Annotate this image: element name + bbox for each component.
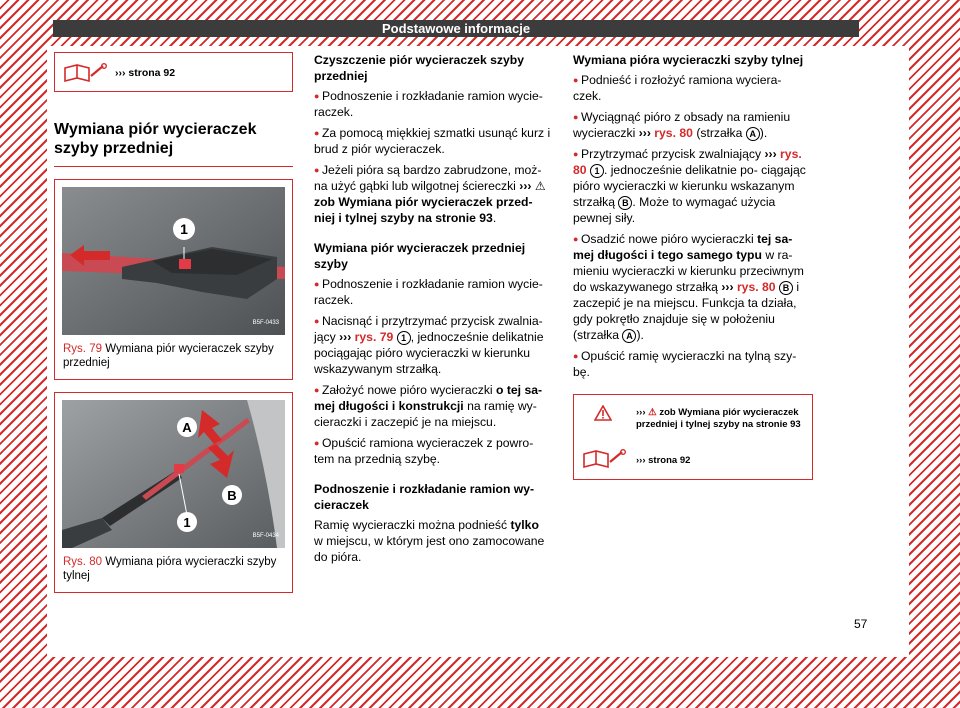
bullet-text: w ra- mieniu wycieraczki w kierunku przeciwnym do wskazywanego strzałką (573, 248, 804, 294)
bullet-text: Wyciągnąć pióro z obsady na ramieniu wycieraczki (573, 110, 791, 140)
callout-marker: A (622, 329, 636, 343)
figure-80 (54, 392, 293, 593)
figure-code: B5F-0434 (252, 533, 279, 539)
bullet-text: Podnoszenie i rozkładanie ramion wycie- raczek. (314, 89, 543, 119)
warning-icon: ⚠ (648, 407, 657, 418)
bullet-item (573, 109, 813, 141)
bullet-text: . Może to wymagać użycia pewnej siły. (573, 195, 776, 225)
arrow-glyph: ››› (636, 407, 646, 418)
bullet-item: ● Jeżeli pióra są bardzo zabrudzone, moż- na użyć gąbki lub wilgotnej ściereczki ››› ⚠ zob Wymiana piór wycieraczek przed- niej i tylnej szyby na stronie 93. (314, 162, 551, 226)
warning-icon: ⚠ (534, 179, 546, 193)
callout-a: A (182, 420, 192, 435)
right-column (573, 52, 813, 480)
bullet-text: Opuścić ramiona wycieraczek z powro- tem na przednią szybę. (314, 436, 534, 466)
heading-cleaning: Czyszczenie piór wycieraczek szyby przedniej (314, 53, 525, 83)
left-column (54, 52, 293, 593)
book-icon (63, 62, 107, 84)
figure-80-image (62, 400, 285, 548)
bullet-text: i zaczepić je na miejscu. Funkcja ta działa, gdy pokrętło znajduje się w położeniu (strzałka (573, 280, 800, 342)
bullet-item (314, 276, 551, 308)
emphasis-text: tylko (510, 518, 539, 532)
figure-79-caption (55, 342, 292, 379)
spacer (314, 472, 551, 481)
bullet-item (573, 72, 813, 104)
heading-raising: Podnoszenie i rozkładanie ramion wy- cieraczek (314, 482, 535, 512)
bullet-item (314, 88, 551, 120)
section-header: Podstawowe informacje (53, 20, 859, 37)
heading-rear-replace: Wymiana pióra wycieraczki szyby tylnej (573, 53, 804, 67)
warning-reference-text[interactable]: zob Wymiana piór wycieraczek przedniej i tylnej szyby na stronie 93 (636, 407, 801, 430)
bullet-item (314, 382, 551, 430)
reference-text (636, 453, 690, 469)
warning-reference-box (573, 394, 813, 480)
arrow-glyph: ››› (519, 179, 532, 193)
bullet-text: Założyć nowe pióro wycieraczki (321, 383, 493, 397)
figure-caption-text: Wymiana piór wycieraczek szyby przedniej (63, 343, 274, 369)
figure-number: Rys. 80 (63, 556, 102, 568)
bullet-text: Osadzić nowe pióro wycieraczki (580, 232, 754, 246)
warning-reference (636, 407, 806, 431)
bullet-text: Jeżeli pióra są bardzo zabrudzone, moż- na użyć gąbki lub wilgotnej ściereczki (314, 163, 542, 193)
callout-marker: B (779, 281, 793, 295)
warning-triangle-icon (594, 405, 612, 421)
arrow-glyph: ››› (764, 147, 777, 161)
reference-text (115, 65, 175, 81)
page-number: 57 (854, 617, 868, 631)
bullet-item (573, 146, 813, 226)
bullet-item (314, 125, 551, 157)
paragraph (314, 517, 551, 565)
arrow-glyph: ››› (339, 330, 352, 344)
arrow-glyph: ››› (115, 67, 126, 79)
heading-front-replace: Wymiana piór wycieraczek przedniej szyby (314, 241, 526, 271)
section-title: Wymiana piór wycieraczek szyby przedniej (54, 120, 293, 167)
emphasis-text: tej sa- mej długości i tego samego typu (573, 232, 793, 262)
arrow-glyph: ››› (636, 455, 646, 466)
bullet-text: ). (759, 126, 768, 140)
paragraph-text: w miejscu, w którym jest ono zamocowane do pióra. (314, 534, 545, 564)
callout-b: B (227, 488, 237, 503)
bullet-text: Za pomocą miękkiej szmatki usunąć kurz i brud z piór wycieraczek. (314, 126, 551, 156)
figure-number: Rys. 79 (63, 343, 102, 355)
bullet-text: Podnoszenie i rozkładanie ramion wycie- raczek. (314, 277, 543, 307)
figure-link[interactable]: rys. 79 (354, 330, 394, 344)
reference-page: strona 92 (128, 67, 176, 79)
bullet-text: Opuścić ramię wycieraczki na tylną szy- bę. (573, 349, 797, 379)
figure-caption-text: Wymiana pióra wycieraczki szyby tylnej (63, 556, 277, 582)
wiper-front-illustration (62, 187, 285, 335)
bullet-item (314, 435, 551, 467)
callout-marker: 1 (590, 164, 604, 178)
arrow-glyph: ››› (638, 126, 651, 140)
bullet-item (573, 231, 813, 343)
callout-1: 1 (183, 515, 191, 530)
callout-marker: A (746, 127, 760, 141)
bullet-text: Nacisnąć i przytrzymać przycisk zwalnia- jący (314, 314, 543, 344)
spacer (314, 231, 551, 240)
paragraph-text: Ramię wycieraczki można podnieść (314, 518, 508, 532)
bullet-text: Podnieść i rozłożyć ramiona wyciera- czek. (573, 73, 782, 103)
figure-link[interactable]: rys. 80 (573, 147, 802, 177)
middle-column (314, 52, 551, 570)
cross-reference-link[interactable]: zob Wymiana piór wycieraczek przed- niej i tylnej szyby na stronie 93 (314, 195, 533, 225)
bullet-text: , jednocześnie delikatnie pociągając pióro wycieraczki w kierunku wskazywanym strzałką. (314, 330, 544, 376)
figure-79 (54, 179, 293, 380)
bullet-text: . jednocześnie delikatnie po- ciągając pióro wycieraczki w kierunku wskazanym strzałką (573, 163, 806, 209)
reference-box (54, 52, 293, 92)
bullet-text: na ramię wy- cieraczki i zaczepić je na miejscu. (314, 399, 537, 429)
arrow-glyph: ››› (721, 280, 734, 294)
callout-marker: 1 (397, 331, 411, 345)
figure-code: B5F-0433 (252, 320, 279, 326)
bullet-text: (strzałka (696, 126, 743, 140)
reference-page: strona 92 (648, 455, 691, 466)
wiper-rear-illustration (62, 400, 285, 548)
callout-marker: B (618, 196, 632, 210)
bullet-text: Przytrzymać przycisk zwalniający (580, 147, 762, 161)
callout-1: 1 (180, 221, 188, 237)
figure-80-caption (55, 555, 292, 592)
bullet-text: ). (636, 328, 644, 342)
emphasis-text: o tej sa- mej długości i konstrukcji (314, 383, 543, 413)
bullet-item (314, 313, 551, 377)
figure-link[interactable]: rys. 80 (736, 280, 776, 294)
bullet-item (573, 348, 813, 380)
figure-79-image (62, 187, 285, 335)
book-icon (582, 448, 626, 470)
figure-link[interactable]: rys. 80 (654, 126, 693, 140)
